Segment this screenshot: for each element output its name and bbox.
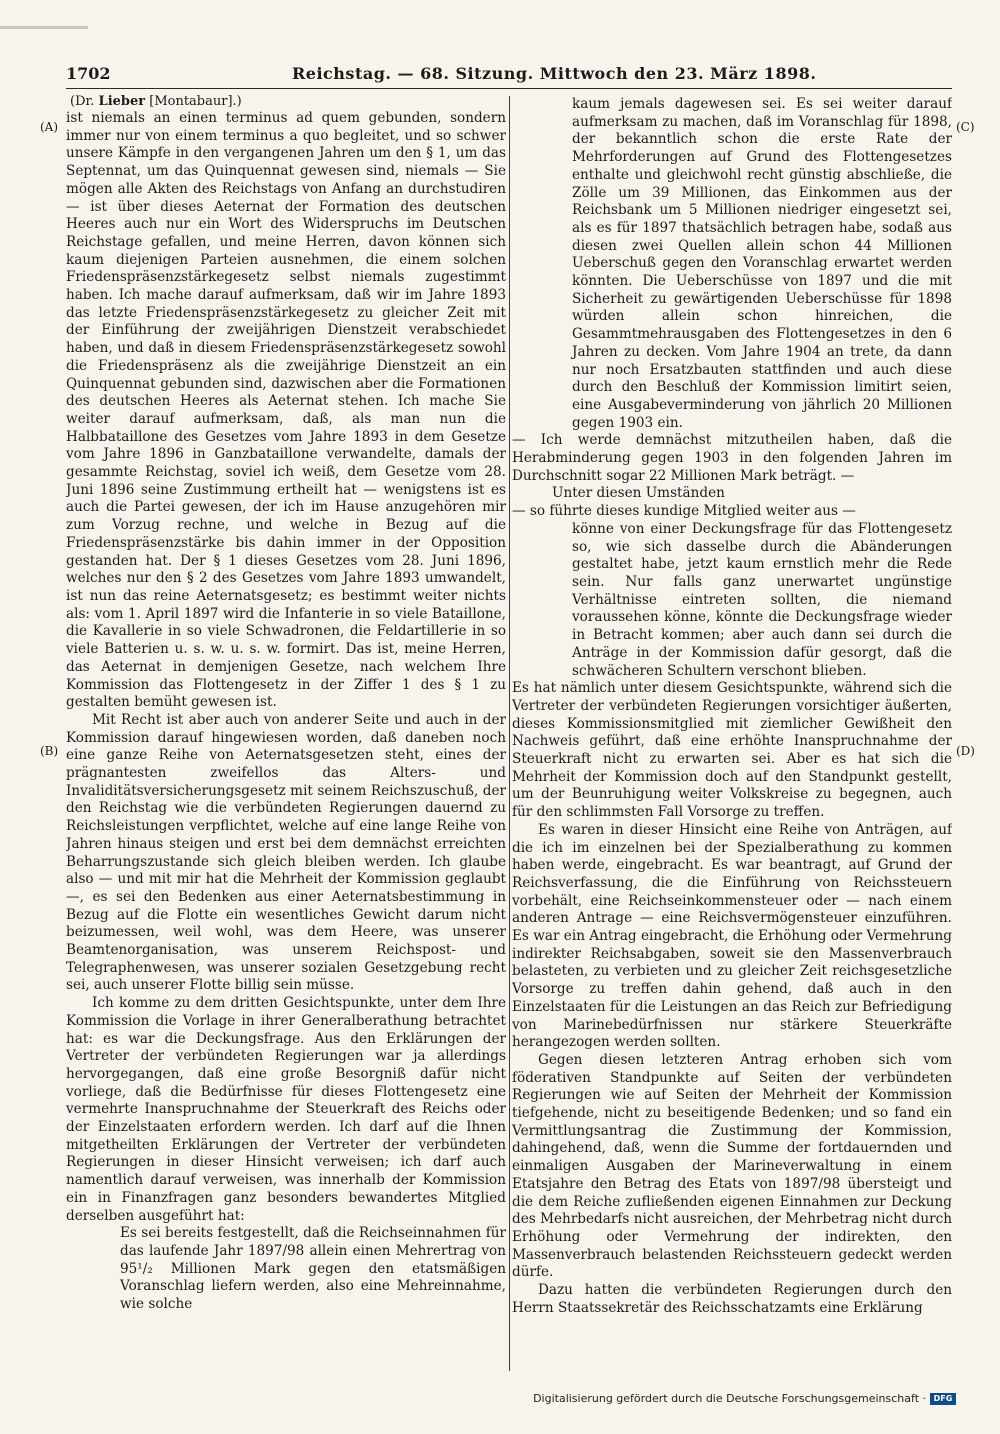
paragraph: Mit Recht ist aber auch von anderer Seite und auch in der Kommission darauf hingewiesen worden, daß daneben noch eine ganze Reihe von Aeternatsgesetzen steht, eines der prägnantesten zweifellos das Alters- und Invaliditätsversicherungsgesetz mit seinem Reichszuschuß, der den Reichstag wie die verbündeten Regierungen dauernd zu Reichsleistungen verpflichtet, welche auf eine lange Reihe von Jahren hinaus steigen und erst bei dem demnächst erreichten Beharrungszustande sich gleich bleiben werden. Ich glaube also — und mit mir hat die Mehrheit der Kommission geglaubt —, es sei den Bedenken aus einer Aeternatsbestimmung in Bezug auf die Flotte ein wesentliches Gewicht darum nicht beizumessen, weil wohl, was dem Heere, was unserer Beamtenorganisation, was unserem Reichspost- und Telegraphenwesen, was unserer sozialen Gesetzgebung recht sei, auch unserer Flotte billig sein müsse. xyxy=(66,711,506,994)
scan-artifact xyxy=(0,26,88,29)
margin-mark-a: (A) xyxy=(40,120,59,134)
quoted-paragraph: kaum jemals dagewesen sei. Es sei weiter darauf aufmerksam zu machen, daß im Voranschlag für 1898, der bekanntlich schon die erste Rate der Mehrforderungen auf Grund des Flottengesetzes enthalte und gleichwohl recht günstig abschließe, die Zölle um 39 Millionen, das Einkommen aus der Reichsbank um 5 Millionen niedriger eingesetzt sei, als es für 1897 thatsächlich betragen habe, sodaß aus diesen zwei Quellen allein schon 44 Millionen Ueberschuß gegen den Voranschlag erwartet werden könnten. Die Ueberschüsse von 1897 und die mit Sicherheit zu gewärtigenden Ueberschüsse für 1898 würden allein schon hinreichen, die Gesammtmehrausgaben des Flottengesetzes in den 6 Jahren zu decken. Vom Jahre 1904 an trete, da dann nur noch Ersatzbauten stattfinden und auch diese durch den Beschluß der Kommission limitirt seien, eine Ausgabeverminderung von jährlich 20 Millionen gegen 1903 ein. xyxy=(572,96,952,431)
quoted-paragraph: könne von einer Deckungsfrage für das Flottengesetz so, wie sich dasselbe durch die Abänderungen gestaltet habe, jetzt kaum ernstlich mehr die Rede sein. Nur falls ganz unerwartet ungünstige Verhältnisse eintreten sollten, die niemand voraussehen könne, könnte die Deckungsfrage wieder in Betracht kommen; aber auch dann sei durch die Anträge in der Kommission dafür gesorgt, daß die schwächeren Schultern verschont blieben. xyxy=(572,520,952,679)
margin-mark-b: (B) xyxy=(40,744,59,758)
running-head: Reichstag. — 68. Sitzung. Mittwoch den 23. März 1898. xyxy=(292,64,817,83)
quoted-paragraph: Es sei bereits festgestellt, daß die Reichseinnahmen für das laufende Jahr 1897/98 allein einen Mehrertrag von 95¹/₂ Millionen Mark gegen den etatsmäßigen Voranschlag liefern werden, also eine Mehreinnahme, wie solche xyxy=(120,1225,506,1313)
right-column xyxy=(512,96,952,1371)
column-divider xyxy=(509,96,510,1371)
paragraph: Es waren in dieser Hinsicht eine Reihe von Anträgen, auf die ich im einzelnen bei der Spezialberathung zu kommen haben werde, eingebracht. Es war beantragt, auf Grund der Reichsverfassung, die die Einführung von Reichssteuern vorbehält, eine Reichseinkommensteuer oder — nach einem anderen Antrage — eine Reichsvermögensteuer einzuführen. Es war ein Antrag eingebracht, die Erhöhung oder Vermehrung indirekter Reichsabgaben, soweit sie den Massenverbrauch belasteten, zu verbieten und zu gleicher Zeit reichsgesetzliche Vorsorge zu treffen dahin gehend, daß auch in den Einzelstaaten für die Leistungen an das Reich zur Befriedigung von Marinebedürfnissen nur stärkere Steuerkräfte herangezogen werden sollten. xyxy=(512,821,952,1051)
paragraph: — Ich werde demnächst mitzutheilen haben, daß die Herabminderung gegen 1903 in den folgenden Jahren im Durchschnitt sogar 22 Millionen Mark beträgt. — xyxy=(512,432,952,484)
margin-mark-c: (C) xyxy=(956,120,975,134)
speaker-name: Lieber xyxy=(98,94,146,109)
left-column xyxy=(66,110,506,1370)
footer-credit-text: Digitalisierung gefördert durch die Deutsche Forschungsgemeinschaft · xyxy=(533,1392,926,1405)
dfg-logo-icon: DFG xyxy=(930,1393,956,1405)
paragraph: Es hat nämlich unter diesem Gesichtspunkte, während sich die Vertreter der verbündeten Regierungen vorsichtiger äußerten, dieses Kommissionsmitglied mit ziemlicher Gewißheit den Nachweis geführt, daß eine erhöhte Inanspruchnahme der Steuerkraft nicht zu erwarten sei. Aber es hat sich die Mehrheit der Kommission doch auf den Standpunkt gestellt, um der Beunruhigung weiter Volkskreise zu begegnen, auch für den schlimmsten Fall Vorsorge zu treffen. xyxy=(512,680,952,821)
paragraph: ist niemals an einen terminus ad quem gebunden, sondern immer nur von einem terminus a quo begleitet, und so schwer unsere Kämpfe in den vergangenen Jahren um den § 1, um das Septennat, um das Quinquennat gewesen sind, niemals — Sie mögen alle Akten des Reichstags von Anfang an durchstudiren — ist über dieses Aeternat der Formation des deutschen Heeres auch nur ein Wort des Widerspruchs im Deutschen Reichstage gefallen, und meine Herren, davon können sich kaum diejenigen Parteien ausnehmen, die einem solchen Friedenspräsenzstärkegesetz selbst niemals zugestimmt haben. Ich mache darauf aufmerksam, daß wir im Jahre 1893 das letzte Friedenspräsenzstärkegesetz zu gleicher Zeit mit der Einführung der zweijährigen Dienstzeit verabschiedet haben, und daß in diesem Friedenspräsenzstärkegesetz sowohl die Friedenspräsenz als die zweijährige Dienstzeit an ein Quinquennat gebunden sind, dazwischen aber die Formationen des deutschen Heeres als Aeternat stehen. Ich mache Sie weiter darauf aufmerksam, daß, als man nun die Halbbataillone des Gesetzes vom Jahre 1893 in dem Gesetze vom Jahre 1896 in Ganzbataillone verwandelte, damals der gesammte Reichstag, soviel ich weiß, dem Gesetze vom 28. Juni 1896 seine Zustimmung ertheilt hat — wenigstens ist es auch die Partei gewesen, der ich im Hause anzugehören mir zum Vorzug rechne, und welche in Bezug auf die Friedenspräsenzstärke bis dahin immer in der Opposition gestanden hat. Der § 1 dieses Gesetzes vom 28. Juni 1896, welches nur den § 2 des Gesetzes vom Jahre 1893 umwandelt, ist nun das reine Aeternatsgesetz; es bestimmt weiter nichts als: vom 1. April 1897 wird die Infanterie in so viele Bataillone, die Kavallerie in so viele Schwadronen, die Feldartillerie in so viele Batterien u. s. w. u. s. w. formirt. Das ist, meine Herren, das Aeternat in demjenigen Gesetze, nach welchem Ihre Kommission das Flottengesetz in der Ziffer 1 des § 1 zu gestalten bemüht gewesen ist. xyxy=(66,110,506,711)
speaker-suffix: [Montabaur].) xyxy=(145,94,242,109)
footer-credit xyxy=(533,1392,956,1405)
speaker-prefix: (Dr. xyxy=(70,94,99,109)
paragraph: — so führte dieses kundige Mitglied weiter aus — xyxy=(512,503,856,520)
page-number: 1702 xyxy=(66,64,111,83)
speaker-tag xyxy=(70,94,242,109)
paragraph: Gegen diesen letzteren Antrag erhoben sich vom föderativen Standpunkte auf Seiten der verbündeten Regierungen wie auf Seiten der Mehrheit der Kommission tiefgehende, nicht zu beseitigende Bedenken; und so fand ein Vermittlungsantrag die Zustimmung der Kommission, dahingehend, daß, wenn die Summe der fortdauernden und einmaligen Ausgaben der Marineverwaltung in einem Etatsjahre den Betrag des Etats von 1897/98 übersteigt und die dem Reiche zufließenden eigenen Einnahmen zur Deckung des Mehrbedarfs nicht ausreichen, der Mehrbetrag nicht durch Erhöhung oder Vermehrung der indirekten, den Massenverbrauch belastenden Reichssteuern gedeckt werden dürfe. xyxy=(512,1051,952,1281)
margin-mark-d: (D) xyxy=(956,744,975,758)
paragraph: Ich komme zu dem dritten Gesichtspunkte, unter dem Ihre Kommission die Vorlage in ihrer Generalberathung betrachtet hat: es war die Deckungsfrage. Aus den Erklärungen der Vertreter der verbündeten Regierungen war ja allerdings hervorgegangen, daß eine große Besorgniß dafür nicht vorliege, daß die Bedürfnisse für dieses Flottengesetz eine vermehrte Inanspruchnahme der Steuerkraft des Reichs oder der Einzelstaaten erfordern werden. Ich darf auf die Ihnen mitgetheilten Erklärungen der Vertreter der verbündeten Regierungen in dieser Hinsicht verweisen; ich darf auch namentlich darauf verweisen, was innerhalb der Kommission ein in Finanzfragen ganz besonders bewandertes Mitglied derselben ausgeführt hat: xyxy=(66,995,506,1224)
page-header xyxy=(66,62,952,89)
paragraph: Dazu hatten die verbündeten Regierungen durch den Herrn Staatssekretär des Reichsschatzamts eine Erklärung xyxy=(512,1282,952,1316)
paragraph: Unter diesen Umständen xyxy=(552,485,725,502)
